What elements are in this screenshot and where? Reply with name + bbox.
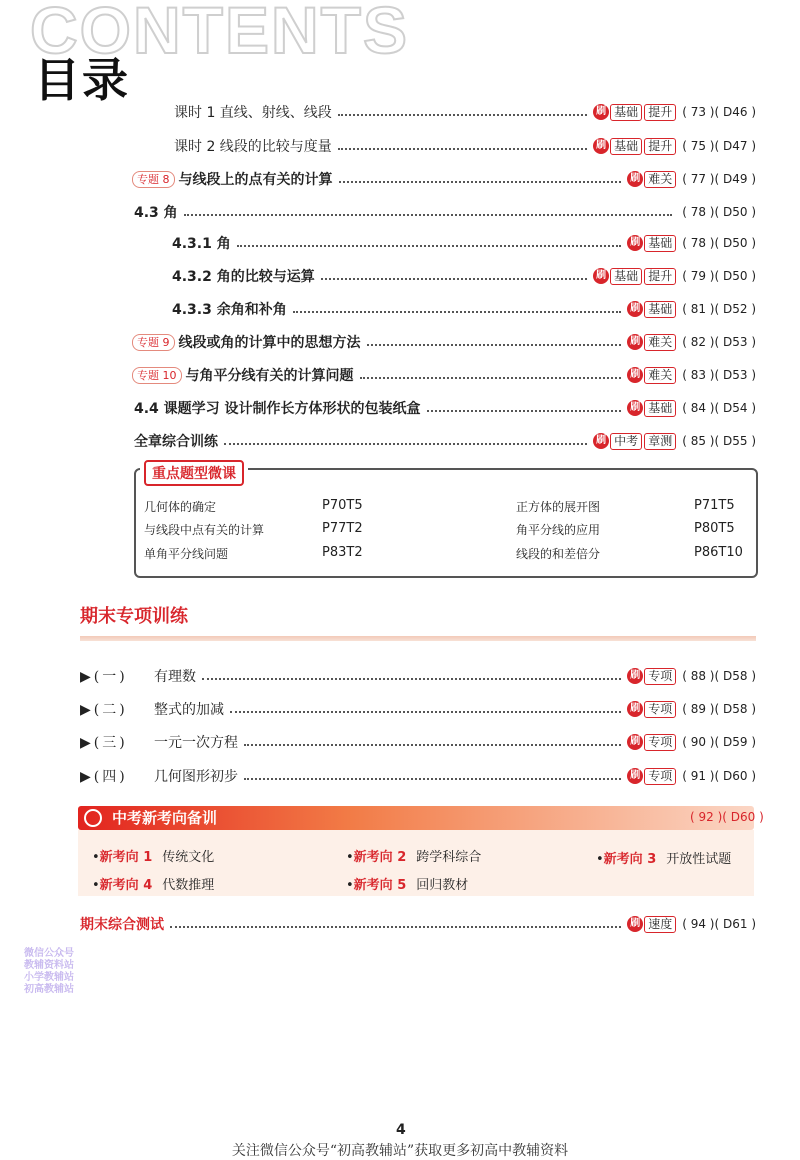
toc-row-leader xyxy=(339,181,622,183)
zk-item-key: 新考向 4 xyxy=(99,878,153,893)
toc-row-label: 课时 1 直线、射线、线段 xyxy=(174,105,332,121)
shua-icon: 刷 xyxy=(627,367,643,383)
zk-title: 中考新考向备训 xyxy=(112,809,218,827)
key-types-title: 重点题型微课 xyxy=(144,460,244,486)
topic-badge: 专题 8 xyxy=(132,171,175,188)
shua-icon: 刷 xyxy=(627,301,643,317)
key-type-ref[interactable]: P70T5 xyxy=(322,498,363,513)
page-title: 目录 xyxy=(34,53,130,107)
final-test-ref: ( 94 )( D61 ) xyxy=(682,917,756,931)
toc-row-tags xyxy=(593,104,756,121)
shua-icon: 刷 xyxy=(627,734,643,750)
zk-item-name: 传统文化 xyxy=(162,850,215,865)
toc-row[interactable] xyxy=(172,264,756,288)
level-tag: 基础 xyxy=(644,400,676,417)
zk-item[interactable]: •新考向 5 回归教材 xyxy=(346,878,469,893)
toc-row-label: 课时 2 线段的比较与度量 xyxy=(174,139,332,155)
final-row-leader xyxy=(244,778,621,780)
section-divider xyxy=(80,636,756,641)
toc-row-tags xyxy=(593,138,756,155)
final-row-label: 整式的加减 xyxy=(154,702,224,718)
toc-row[interactable] xyxy=(174,100,756,124)
level-tag: 提升 xyxy=(644,138,676,155)
toc-row-ref: ( 83 )( D53 ) xyxy=(682,368,756,382)
toc-row-leader xyxy=(338,148,587,150)
final-row[interactable] xyxy=(80,764,756,788)
page-ref: 88 xyxy=(690,669,706,683)
toc-row-ref: ( 85 )( D55 ) xyxy=(682,434,756,448)
toc-row-tags xyxy=(627,334,756,351)
toc-row[interactable] xyxy=(172,231,756,255)
key-type-ref[interactable]: P86T10 xyxy=(694,545,743,560)
toc-row-ref: ( 78 )( D50 ) xyxy=(682,205,756,219)
zk-item[interactable]: •新考向 1 传统文化 xyxy=(92,850,215,865)
final-row-ref: ( 90 )( D59 ) xyxy=(682,735,756,749)
level-tag: 提升 xyxy=(644,104,676,121)
toc-row[interactable] xyxy=(134,396,756,420)
answer-ref: D50 xyxy=(722,269,748,283)
zk-item[interactable]: •新考向 2 跨学科综合 xyxy=(346,850,482,865)
level-tag: 章测 xyxy=(644,433,676,450)
key-type-ref[interactable]: P83T2 xyxy=(322,545,363,560)
answer-ref: D49 xyxy=(722,172,748,186)
answer-ref: D54 xyxy=(722,401,748,415)
toc-row[interactable] xyxy=(172,297,756,321)
toc-row-tags xyxy=(627,367,756,384)
page-ref: 84 xyxy=(690,401,706,415)
shua-icon: 刷 xyxy=(627,916,643,932)
page-number: 4 xyxy=(396,1122,406,1138)
page-ref: 77 xyxy=(690,172,706,186)
toc-row-label: 4.3.2 角的比较与运算 xyxy=(172,269,315,285)
key-type-name[interactable]: 线段的和差倍分 xyxy=(516,547,601,561)
level-tag: 难关 xyxy=(644,171,676,188)
answer-ref: D58 xyxy=(722,669,748,683)
level-tag: 基础 xyxy=(610,268,642,285)
level-tag: 基础 xyxy=(644,301,676,318)
shua-icon: 刷 xyxy=(627,668,643,684)
page-ref: 81 xyxy=(690,302,706,316)
level-tag: 难关 xyxy=(644,334,676,351)
toc-row-ref: ( 79 )( D50 ) xyxy=(682,269,756,283)
zk-item-key: 新考向 3 xyxy=(603,852,657,867)
toc-row[interactable] xyxy=(132,363,756,387)
level-tag: 专项 xyxy=(644,701,676,718)
answer-ref: D50 xyxy=(722,236,748,250)
level-tag: 专项 xyxy=(644,734,676,751)
toc-row[interactable] xyxy=(134,429,756,453)
final-row[interactable] xyxy=(80,697,756,721)
page-ref: 75 xyxy=(690,139,706,153)
toc-row-label: 全章综合训练 xyxy=(134,434,218,450)
toc-row-tags xyxy=(627,400,756,417)
level-tag: 专项 xyxy=(644,768,676,785)
zk-item-name: 代数推理 xyxy=(162,878,215,893)
shua-icon: 刷 xyxy=(627,334,643,350)
toc-row-leader xyxy=(184,214,673,216)
key-type-name[interactable]: 单角平分线问题 xyxy=(144,547,229,561)
level-tag: 专项 xyxy=(644,668,676,685)
zk-item-name: 开放性试题 xyxy=(666,852,732,867)
toc-row-tags xyxy=(593,268,756,285)
toc-row-label: 线段或角的计算中的思想方法 xyxy=(178,335,361,351)
final-row-leader xyxy=(202,678,621,680)
key-type-ref[interactable]: P80T5 xyxy=(694,521,735,536)
zk-item-key: 新考向 2 xyxy=(353,850,407,865)
page-ref: 78 xyxy=(690,205,706,219)
toc-row-label: 与线段上的点有关的计算 xyxy=(178,172,333,188)
key-types-header xyxy=(140,460,248,486)
final-number: ▶(一) xyxy=(80,669,128,685)
answer-ref: D53 xyxy=(722,368,748,382)
shua-icon: 刷 xyxy=(593,138,609,154)
final-row-tags xyxy=(627,701,756,718)
toc-row-ref: ( 73 )( D46 ) xyxy=(682,105,756,119)
answer-ref: D46 xyxy=(722,105,748,119)
toc-row-tags xyxy=(627,171,756,188)
final-row-tags xyxy=(627,768,756,785)
final-section-title: 期末专项训练 xyxy=(80,606,188,627)
zk-ans: D60 xyxy=(730,810,756,824)
zk-item[interactable]: •新考向 4 代数推理 xyxy=(92,878,215,893)
toc-row-label: 4.3.3 余角和补角 xyxy=(172,302,287,318)
shua-icon: 刷 xyxy=(627,400,643,416)
answer-ref: D47 xyxy=(722,139,748,153)
answer-ref: D50 xyxy=(722,205,748,219)
answer-ref: D53 xyxy=(722,335,748,349)
topic-badge: 专题 10 xyxy=(132,367,182,384)
answer-ref: D52 xyxy=(722,302,748,316)
final-number: ▶(三) xyxy=(80,735,128,751)
side-stamp-line: 初高教辅站 xyxy=(24,984,74,995)
final-row-leader xyxy=(230,711,621,713)
page-ref: 82 xyxy=(690,335,706,349)
final-row-ref: ( 89 )( D58 ) xyxy=(682,702,756,716)
toc-row-tags xyxy=(627,301,756,318)
page-ref: 91 xyxy=(690,769,706,783)
toc-row-ref: ( 84 )( D54 ) xyxy=(682,401,756,415)
answer-ref: D60 xyxy=(722,769,748,783)
page-ref: 83 xyxy=(690,368,706,382)
final-row[interactable] xyxy=(80,664,756,688)
answer-ref: D58 xyxy=(722,702,748,716)
zk-item-key: 新考向 5 xyxy=(353,878,407,893)
final-row-ref: ( 88 )( D58 ) xyxy=(682,669,756,683)
toc-row[interactable] xyxy=(134,200,756,224)
toc-row-tags xyxy=(678,205,756,219)
page-ref: 94 xyxy=(690,917,706,931)
shua-icon: 刷 xyxy=(627,701,643,717)
toc-row[interactable] xyxy=(132,330,756,354)
key-type-ref[interactable]: P71T5 xyxy=(694,498,735,513)
zk-page: 92 xyxy=(698,810,714,824)
final-row-leader xyxy=(244,744,621,746)
level-tag: 中考 xyxy=(610,433,642,450)
page-ref: 78 xyxy=(690,236,706,250)
side-stamp-line: 微信公众号 xyxy=(24,948,74,959)
toc-row-leader xyxy=(237,245,621,247)
final-test-leader xyxy=(170,926,621,928)
shua-icon: 刷 xyxy=(627,171,643,187)
toc-row-leader xyxy=(367,344,622,346)
level-tag: 基础 xyxy=(644,235,676,252)
shua-icon: 刷 xyxy=(593,268,609,284)
shua-icon: 刷 xyxy=(627,768,643,784)
toc-row-label: 4.3 角 xyxy=(134,205,178,221)
side-stamp-line: 教辅资料站 xyxy=(24,960,74,971)
page-ref: 79 xyxy=(690,269,706,283)
toc-row-ref: ( 82 )( D53 ) xyxy=(682,335,756,349)
level-tag: 提升 xyxy=(644,268,676,285)
contents-watermark: CONTENTS xyxy=(30,0,409,67)
shua-icon: 刷 xyxy=(627,235,643,251)
zk-page-ref: ( 92 )( D60 ) xyxy=(690,810,764,824)
toc-row-label: 与角平分线有关的计算问题 xyxy=(185,368,354,384)
toc-row-leader xyxy=(224,443,587,445)
toc-row-ref: ( 78 )( D50 ) xyxy=(682,236,756,250)
toc-row-leader xyxy=(321,278,587,280)
zk-item-name: 回归教材 xyxy=(416,878,469,893)
final-row-label: 一元一次方程 xyxy=(154,735,238,751)
key-type-name[interactable]: 正方体的展开图 xyxy=(516,500,601,514)
page-ref: 90 xyxy=(690,735,706,749)
toc-row-ref: ( 75 )( D47 ) xyxy=(682,139,756,153)
key-type-ref[interactable]: P77T2 xyxy=(322,521,363,536)
answer-ref: D61 xyxy=(722,917,748,931)
key-type-name[interactable]: 角平分线的应用 xyxy=(516,523,601,537)
final-row-label: 有理数 xyxy=(154,669,196,685)
final-row-tags xyxy=(627,734,756,751)
page-ref: 85 xyxy=(690,434,706,448)
final-number: ▶(二) xyxy=(80,702,128,718)
final-number: ▶(四) xyxy=(80,769,128,785)
page-ref: 73 xyxy=(690,105,706,119)
side-stamp-line: 小学教辅站 xyxy=(24,972,74,983)
final-row[interactable] xyxy=(80,730,756,754)
final-test-label: 期末综合测试 xyxy=(80,917,164,933)
footer-note: 关注微信公众号“初高教辅站”获取更多初高中教辅资料 xyxy=(231,1143,569,1159)
key-type-name[interactable]: 几何体的确定 xyxy=(144,500,217,514)
level-tag: 基础 xyxy=(610,138,642,155)
toc-row[interactable] xyxy=(174,134,756,158)
toc-row-tags xyxy=(627,235,756,252)
toc-row-leader xyxy=(427,410,622,412)
toc-row-leader xyxy=(338,114,587,116)
final-test-tags xyxy=(627,916,756,933)
shua-icon: 刷 xyxy=(593,104,609,120)
topic-badge: 专题 9 xyxy=(132,334,175,351)
page-ref: 89 xyxy=(690,702,706,716)
answer-ref: D55 xyxy=(722,434,748,448)
level-tag: 难关 xyxy=(644,367,676,384)
target-icon xyxy=(84,809,102,827)
toc-row-leader xyxy=(360,377,622,379)
toc-row-ref: ( 77 )( D49 ) xyxy=(682,172,756,186)
level-tag: 基础 xyxy=(610,104,642,121)
toc-row-tags xyxy=(593,433,756,450)
toc-row[interactable] xyxy=(132,167,756,191)
zk-item-key: 新考向 1 xyxy=(99,850,153,865)
answer-ref: D59 xyxy=(722,735,748,749)
final-test[interactable] xyxy=(80,912,756,936)
toc-row-ref: ( 81 )( D52 ) xyxy=(682,302,756,316)
final-row-tags xyxy=(627,668,756,685)
toc-row-label: 4.4 课题学习 设计制作长方体形状的包装纸盒 xyxy=(134,401,421,417)
key-type-name[interactable]: 与线段中点有关的计算 xyxy=(144,523,265,537)
final-row-label: 几何图形初步 xyxy=(154,769,238,785)
shua-icon: 刷 xyxy=(593,433,609,449)
toc-row-label: 4.3.1 角 xyxy=(172,236,231,252)
toc-row-leader xyxy=(293,311,621,313)
zk-item[interactable]: •新考向 3 开放性试题 xyxy=(596,852,732,867)
final-row-ref: ( 91 )( D60 ) xyxy=(682,769,756,783)
level-tag: 速度 xyxy=(644,916,676,933)
zk-item-name: 跨学科综合 xyxy=(416,850,482,865)
